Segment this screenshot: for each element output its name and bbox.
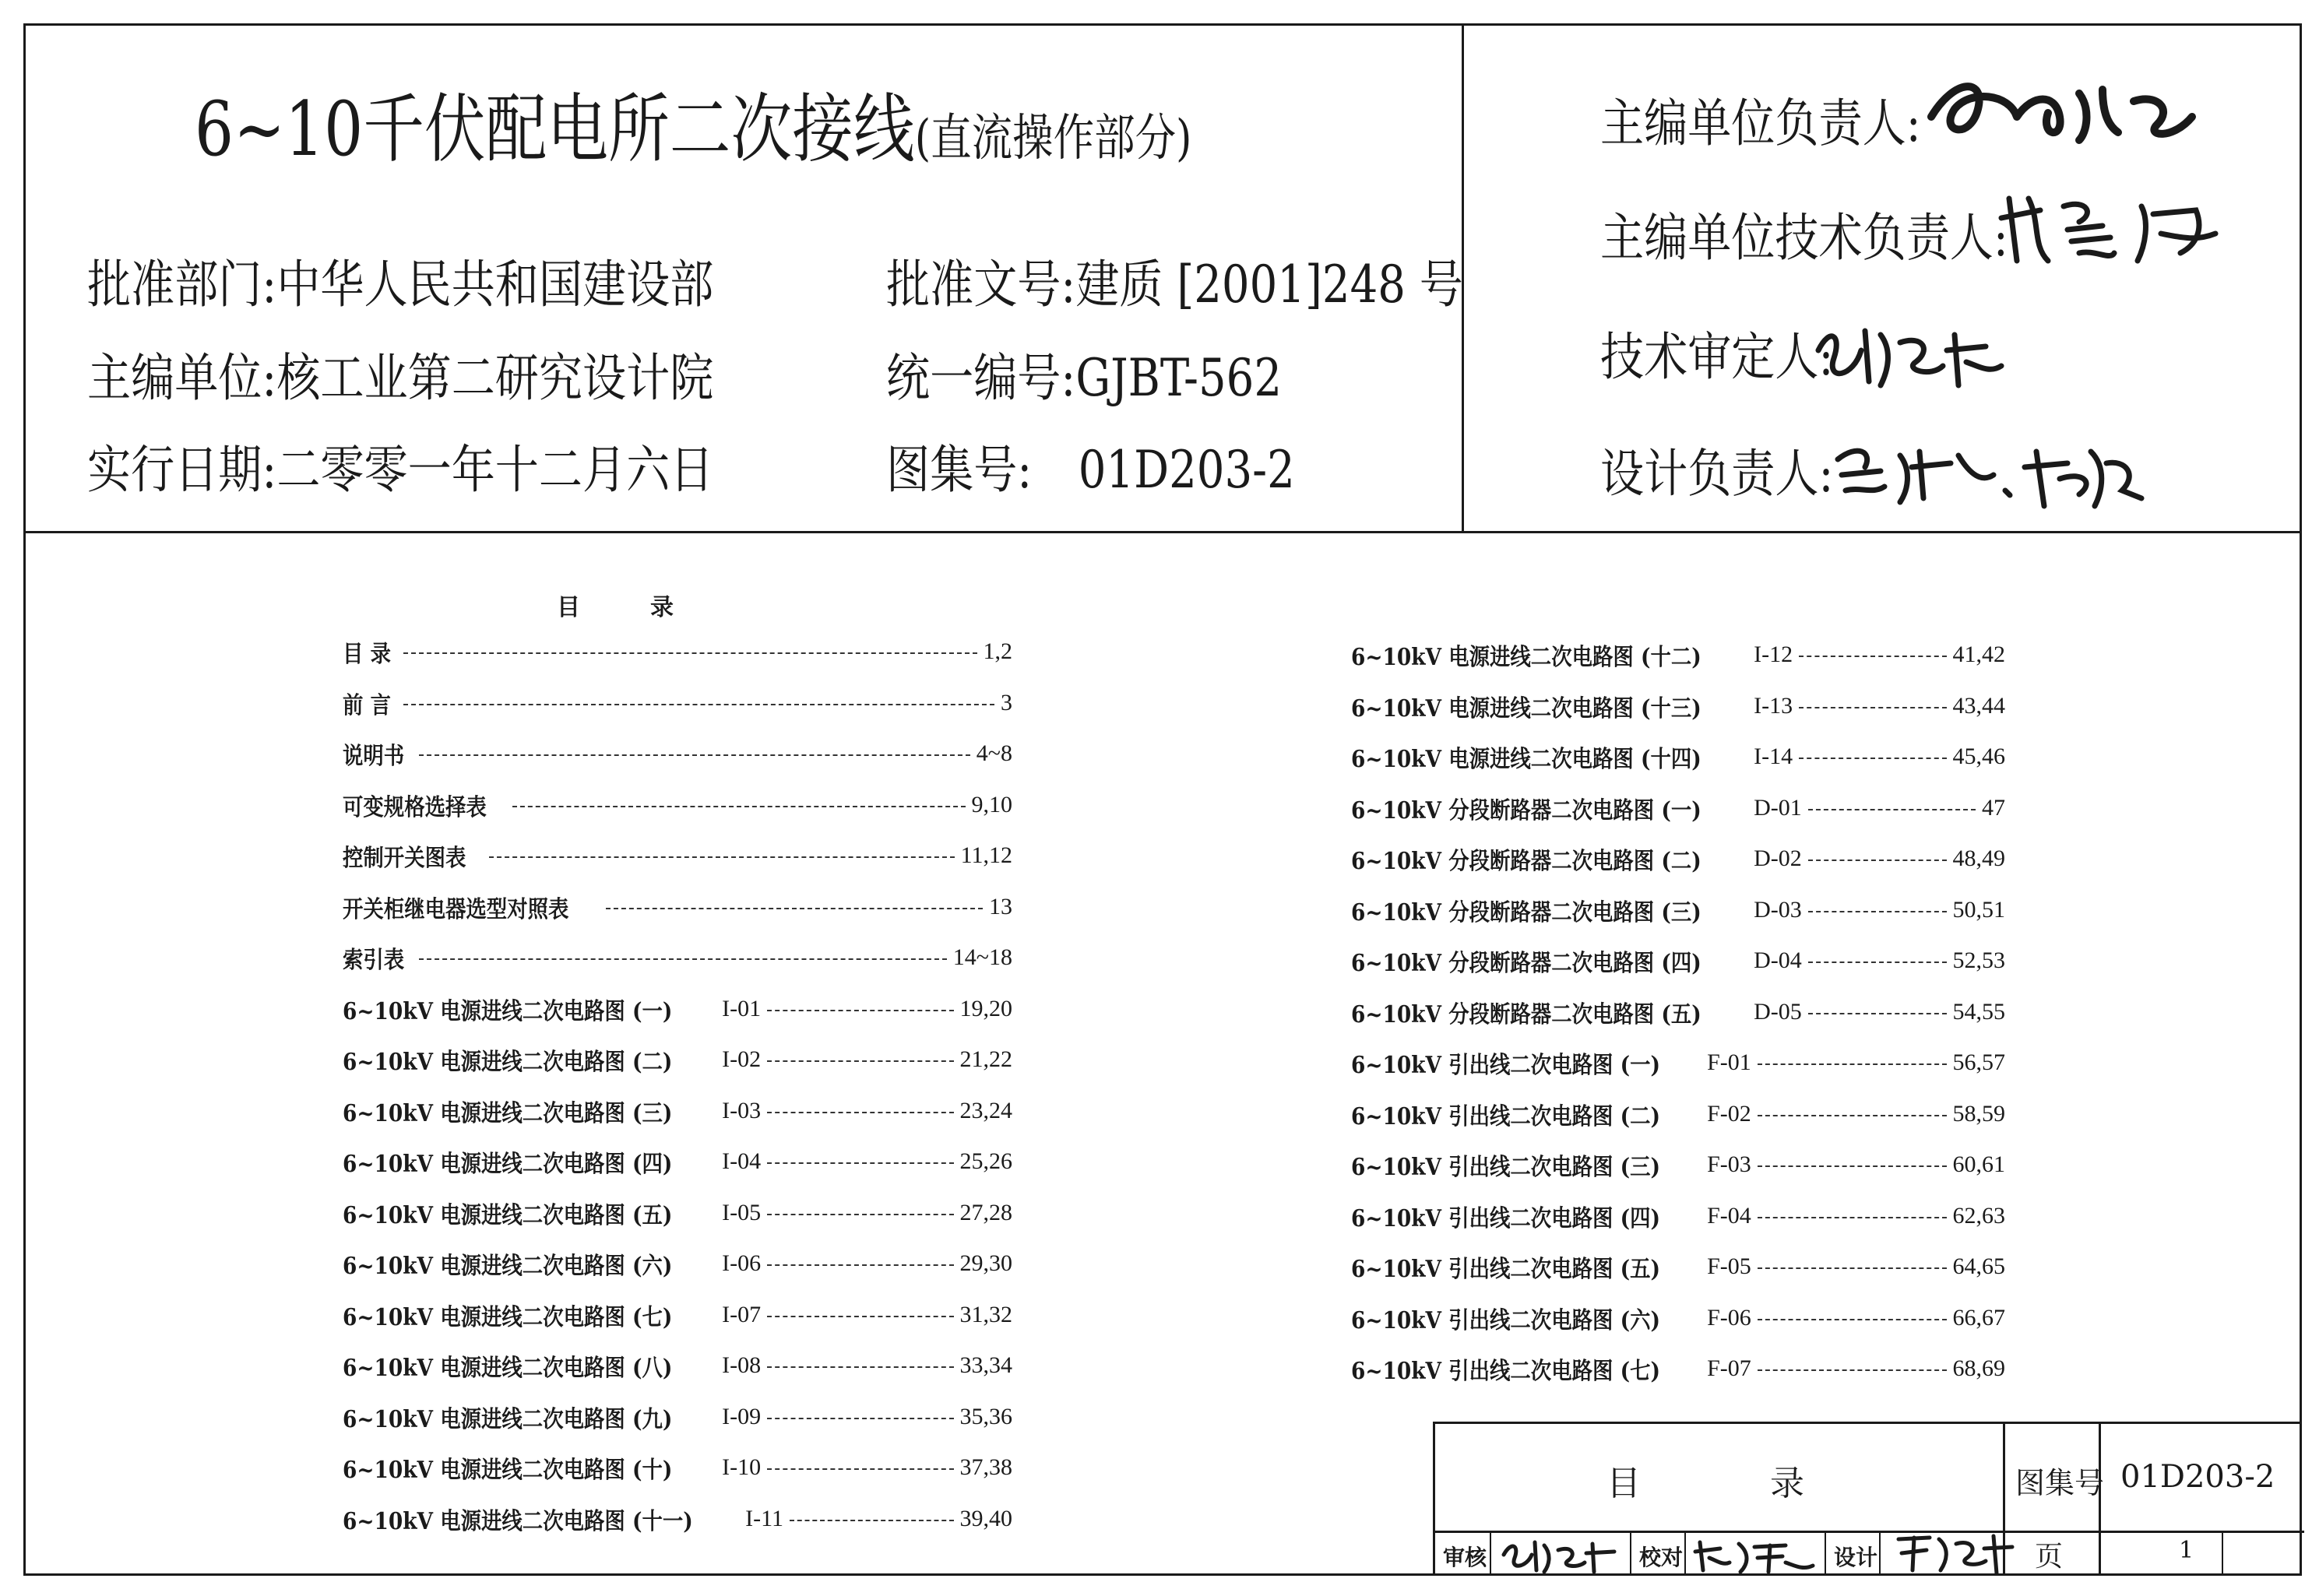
effective-date xyxy=(87,428,713,502)
toc-leader-line xyxy=(1758,1267,1947,1269)
toc-entry-code: I-11 xyxy=(745,1505,783,1531)
toc-entry-label: 6~10kV 电源进线二次电路图 (八) xyxy=(343,1355,673,1382)
reviewer-signature xyxy=(1807,304,2009,397)
tb-cell-div-b xyxy=(1630,1531,1631,1576)
toc-leader-line xyxy=(767,1418,953,1419)
toc-entry xyxy=(343,1501,1012,1537)
toc-entry xyxy=(343,889,1012,925)
toc-entry-page: 27,28 xyxy=(959,1199,1012,1225)
toc-entry-code: F-03 xyxy=(1707,1151,1751,1177)
toc-entry-label: 6~10kV 引出线二次电路图 (六) xyxy=(1351,1306,1660,1334)
toc-leader-line xyxy=(1758,1165,1947,1167)
toc-entry-label: 6~10kV 电源进线二次电路图 (五) xyxy=(343,1201,673,1229)
tb-name-part2: 录 xyxy=(1770,1464,1804,1503)
toc-entry xyxy=(1351,739,2005,775)
toc-entry-page: 62,63 xyxy=(1952,1202,2005,1229)
approval-dept-value: 中华人民共和国建设部 xyxy=(276,255,714,315)
toc-entry-code: I-06 xyxy=(722,1250,762,1276)
tb-cell-div-e xyxy=(1879,1531,1881,1576)
tb-cell-div-f xyxy=(2222,1531,2223,1576)
toc-leader-line xyxy=(1799,656,1946,657)
serial-number xyxy=(886,336,1282,410)
approval-dept-label: 批准部门: xyxy=(87,255,277,315)
approval-no xyxy=(886,243,1463,317)
toc-entry-label: 6~10kV 电源进线二次电路图 (十) xyxy=(343,1457,673,1484)
toc-entry-code: D-01 xyxy=(1754,794,1802,821)
title-text: 6~10千伏配电所二次接线 xyxy=(195,86,915,173)
tb-review-signature xyxy=(1497,1531,1626,1575)
tech-head-signature xyxy=(1994,175,2227,276)
toc-entry xyxy=(343,1042,1012,1077)
toc-entry-code: I-04 xyxy=(722,1148,762,1174)
tb-cell-div-a xyxy=(1490,1531,1491,1576)
approval-no-label: 批准文号: xyxy=(886,255,1076,315)
toc-leader-line xyxy=(403,652,977,654)
toc-heading: 目 录 xyxy=(557,594,674,621)
toc-leader-line xyxy=(512,806,966,807)
toc-entry-code: F-05 xyxy=(1707,1253,1751,1279)
toc-entry-page: 14~18 xyxy=(952,944,1012,970)
toc-entry xyxy=(1351,943,2005,979)
toc-entry xyxy=(343,1399,1012,1435)
approval-no-value: 建质 [2001]248 号 xyxy=(1075,255,1463,315)
toc-entry-page: 35,36 xyxy=(959,1403,1012,1429)
toc-entry-page: 45,46 xyxy=(1952,744,2005,769)
toc-entry-label: 6~10kV 电源进线二次电路图 (六) xyxy=(343,1253,673,1280)
toc-entry-code: I-03 xyxy=(722,1097,762,1123)
toc-leader-line xyxy=(767,1010,953,1011)
toc-entry-label: 6~10kV 电源进线二次电路图 (九) xyxy=(343,1405,673,1433)
toc-entry-label: 6~10kV 分段断路器二次电路图 (二) xyxy=(1351,848,1701,875)
toc-entry-page: 4~8 xyxy=(976,740,1012,766)
toc-leader-line xyxy=(767,1366,953,1368)
toc-entry-page: 3 xyxy=(1001,689,1012,715)
toc-entry-label: 6~10kV 分段断路器二次电路图 (五) xyxy=(1351,1000,1701,1028)
tb-atlas-value: 01D203-2 xyxy=(2120,1459,2275,1495)
unit-head-signature xyxy=(1923,62,2204,156)
toc-entry-page: 56,57 xyxy=(1952,1049,2005,1075)
toc-entry xyxy=(343,1348,1012,1383)
toc-entry xyxy=(1351,1045,2005,1081)
tb-review-label: 审核 xyxy=(1443,1545,1487,1570)
toc-entry-page: 19,20 xyxy=(959,995,1012,1021)
toc-entry xyxy=(343,940,1012,976)
toc-entry-code: D-03 xyxy=(1754,896,1802,923)
toc-entry-page: 58,59 xyxy=(1952,1100,2005,1127)
toc-entry-code: I-09 xyxy=(722,1403,762,1429)
toc-entry xyxy=(1351,994,2005,1030)
toc-entry-page: 47 xyxy=(1982,794,2005,821)
toc-leader-line xyxy=(419,754,970,756)
toc-entry-code: F-01 xyxy=(1707,1049,1751,1075)
toc-entry-code: I-02 xyxy=(722,1046,762,1072)
editor-label: 主编单位: xyxy=(87,348,277,408)
tb-page-value: 1 xyxy=(2179,1537,2194,1564)
toc-leader-line xyxy=(1758,1369,1947,1371)
tb-design-label: 设计 xyxy=(1834,1545,1878,1570)
toc-entry-code: I-14 xyxy=(1754,744,1793,769)
toc-entry xyxy=(1351,1300,2005,1336)
toc-entry xyxy=(343,1195,1012,1231)
toc-entry xyxy=(343,991,1012,1027)
toc-entry-page: 48,49 xyxy=(1952,845,2005,871)
toc-leader-line xyxy=(1808,1013,1947,1014)
toc-entry xyxy=(1351,1096,2005,1132)
atlas-label: 图集号: xyxy=(886,440,1033,500)
toc-leader-line xyxy=(419,958,947,960)
toc-leader-line xyxy=(1808,809,1976,810)
toc-entry-page: 23,24 xyxy=(959,1097,1012,1123)
toc-leader-line xyxy=(1808,961,1947,963)
designer-label: 设计负责人: xyxy=(1600,444,1834,504)
toc-entry xyxy=(1351,841,2005,877)
toc-entry-code: I-12 xyxy=(1754,642,1793,667)
toc-entry-label: 6~10kV 分段断路器二次电路图 (一) xyxy=(1351,796,1701,824)
toc-entry xyxy=(1351,892,2005,928)
reviewer xyxy=(1600,315,1833,389)
toc-entry-page: 54,55 xyxy=(1952,998,2005,1025)
date-label: 实行日期: xyxy=(87,440,277,500)
toc-leader-line xyxy=(606,908,983,909)
toc-entry-label: 6~10kV 电源进线二次电路图 (三) xyxy=(343,1099,673,1127)
toc-entry-label: 6~10kV 电源进线二次电路图 (四) xyxy=(343,1151,673,1178)
toc-entry xyxy=(343,1093,1012,1129)
toc-entry-page: 41,42 xyxy=(1952,642,2005,667)
toc-leader-line xyxy=(767,1162,953,1164)
toc-entry xyxy=(1351,1351,2005,1387)
toc-entry-code: D-02 xyxy=(1754,845,1802,871)
toc-entry-page: 37,38 xyxy=(959,1454,1012,1480)
toc-entry-code: I-01 xyxy=(722,995,762,1021)
tb-cell-div-d xyxy=(1825,1531,1826,1576)
toc-entry xyxy=(1351,1147,2005,1183)
toc-entry xyxy=(343,1144,1012,1179)
toc-leader-line xyxy=(1799,707,1946,708)
toc-entry-label: 6~10kV 引出线二次电路图 (一) xyxy=(1351,1052,1660,1079)
toc-entry-page: 11,12 xyxy=(960,842,1012,868)
toc-entry-label: 6~10kV 电源进线二次电路图 (七) xyxy=(343,1303,673,1331)
editor-unit xyxy=(87,336,713,410)
toc-entry xyxy=(343,787,1012,823)
toc-entry-page: 64,65 xyxy=(1952,1253,2005,1279)
toc-entry-label: 6~10kV 分段断路器二次电路图 (三) xyxy=(1351,898,1701,926)
toc-entry-label: 6~10kV 分段断路器二次电路图 (四) xyxy=(1351,950,1701,977)
atlas-number xyxy=(886,428,1295,502)
toc-leader-line xyxy=(1758,1217,1947,1218)
title-block xyxy=(1433,1422,2302,1576)
toc-entry-label: 开关柜继电器选型对照表 xyxy=(343,895,569,923)
toc-leader-line xyxy=(1799,758,1946,759)
toc-entry-code: F-07 xyxy=(1707,1355,1751,1381)
toc-entry-label: 可变规格选择表 xyxy=(343,793,487,821)
toc-leader-line xyxy=(767,1264,953,1266)
toc-entry-page: 43,44 xyxy=(1952,692,2005,719)
toc-entry-label: 6~10kV 电源进线二次电路图 (一) xyxy=(343,997,673,1025)
toc-entry xyxy=(343,1297,1012,1333)
tb-check-signature xyxy=(1692,1531,1821,1575)
tb-check-label: 校对 xyxy=(1639,1545,1684,1570)
toc-entry xyxy=(1351,637,2005,673)
toc-leader-line xyxy=(1808,860,1947,861)
tech-head-label: 主编单位技术负责人: xyxy=(1600,208,2008,268)
toc-entry-label: 6~10kV 引出线二次电路图 (二) xyxy=(1351,1102,1660,1130)
toc-entry-code: D-05 xyxy=(1754,998,1802,1025)
unit-head xyxy=(1600,82,1921,156)
toc-entry-code: I-07 xyxy=(722,1301,762,1327)
toc-entry-label: 目 录 xyxy=(343,641,391,668)
tech-head xyxy=(1600,196,2008,270)
toc-entry-code: I-08 xyxy=(722,1352,762,1378)
atlas-value: 01D203-2 xyxy=(1078,440,1295,500)
toc-entry xyxy=(343,685,1012,721)
tb-design-signature xyxy=(1891,1527,2015,1575)
toc-entry-page: 39,40 xyxy=(959,1505,1012,1531)
toc-leader-line xyxy=(767,1112,953,1113)
toc-entry-label: 前 言 xyxy=(343,691,391,719)
toc-entry-page: 50,51 xyxy=(1952,896,2005,923)
toc-entry xyxy=(343,1450,1012,1485)
toc-entry xyxy=(343,1246,1012,1281)
toc-entry-label: 6~10kV 电源进线二次电路图 (十二) xyxy=(1351,644,1701,671)
designer xyxy=(1600,432,1833,506)
toc-entry-page: 33,34 xyxy=(959,1352,1012,1378)
toc-entry-code: F-04 xyxy=(1707,1202,1751,1229)
title-subtitle: (直流操作部分) xyxy=(914,110,1192,167)
toc-entry-label: 6~10kV 引出线二次电路图 (七) xyxy=(1351,1358,1660,1385)
toc-entry-page: 25,26 xyxy=(959,1148,1012,1174)
toc-leader-line xyxy=(403,704,994,705)
toc-entry xyxy=(343,838,1012,874)
toc-entry-code: D-04 xyxy=(1754,947,1802,973)
tb-atlas-label: 图集号 xyxy=(2015,1466,2105,1500)
toc-entry-label: 6~10kV 引出线二次电路图 (三) xyxy=(1351,1154,1660,1181)
toc-entry-label: 说明书 xyxy=(343,743,405,770)
toc-entry-page: 31,32 xyxy=(959,1301,1012,1327)
serial-value: GJBT-562 xyxy=(1075,348,1283,408)
page-title xyxy=(195,70,1192,177)
reviewer-label: 技术审定人: xyxy=(1600,327,1834,387)
toc-leader-line xyxy=(1758,1063,1947,1065)
toc-entry-page: 29,30 xyxy=(959,1250,1012,1276)
toc-entry-label: 6~10kV 电源进线二次电路图 (十三) xyxy=(1351,694,1701,722)
toc-entry-page: 1,2 xyxy=(983,638,1012,664)
toc-entry-page: 9,10 xyxy=(971,791,1012,817)
toc-entry-label: 6~10kV 引出线二次电路图 (五) xyxy=(1351,1256,1660,1283)
toc-leader-line xyxy=(790,1520,954,1521)
toc-entry-code: F-06 xyxy=(1707,1304,1751,1331)
header-divider xyxy=(23,531,2302,533)
toc-entry-code: I-10 xyxy=(722,1454,762,1480)
toc-entry-code: I-13 xyxy=(1754,692,1793,719)
toc-leader-line xyxy=(1758,1319,1947,1320)
toc-entry-page: 13 xyxy=(989,893,1012,919)
toc-entry-label: 6~10kV 电源进线二次电路图 (十四) xyxy=(1351,746,1701,773)
toc-entry xyxy=(343,634,1012,670)
toc-entry-label: 控制开关图表 xyxy=(343,845,466,872)
toc-leader-line xyxy=(1808,911,1947,912)
toc-entry-code: F-02 xyxy=(1707,1100,1751,1127)
toc-entry xyxy=(343,736,1012,772)
tb-name-part1: 目 xyxy=(1606,1464,1641,1503)
designer-signature xyxy=(1826,420,2153,514)
serial-label: 统一编号: xyxy=(886,348,1076,408)
toc-leader-line xyxy=(767,1214,953,1215)
toc-entry-label: 6~10kV 电源进线二次电路图 (十一) xyxy=(343,1507,693,1535)
approval-dept xyxy=(87,243,713,317)
toc-entry-page: 21,22 xyxy=(959,1046,1012,1072)
toc-entry-code: I-05 xyxy=(722,1199,762,1225)
toc-entry-label: 6~10kV 电源进线二次电路图 (二) xyxy=(343,1049,673,1076)
toc-entry-page: 68,69 xyxy=(1952,1355,2005,1381)
toc-entry xyxy=(1351,688,2005,724)
date-value: 二零零一年十二月六日 xyxy=(276,440,714,500)
toc-entry xyxy=(1351,1198,2005,1234)
toc-leader-line xyxy=(1758,1115,1947,1116)
toc-entry xyxy=(1351,790,2005,826)
toc-leader-line xyxy=(767,1316,953,1317)
editor-value: 核工业第二研究设计院 xyxy=(276,348,714,408)
toc-leader-line xyxy=(767,1468,953,1470)
tb-page-label: 页 xyxy=(2035,1541,2064,1573)
toc-entry-page: 52,53 xyxy=(1952,947,2005,973)
unit-head-label: 主编单位负责人: xyxy=(1600,93,1921,153)
toc-entry-page: 60,61 xyxy=(1952,1151,2005,1177)
toc-leader-line xyxy=(767,1060,953,1062)
toc-entry-label: 6~10kV 引出线二次电路图 (四) xyxy=(1351,1204,1660,1232)
toc-entry-page: 66,67 xyxy=(1952,1304,2005,1331)
toc-leader-line xyxy=(489,856,955,858)
toc-entry xyxy=(1351,1249,2005,1285)
tb-cell-div-c xyxy=(1684,1531,1686,1576)
toc-entry-label: 索引表 xyxy=(343,947,405,974)
